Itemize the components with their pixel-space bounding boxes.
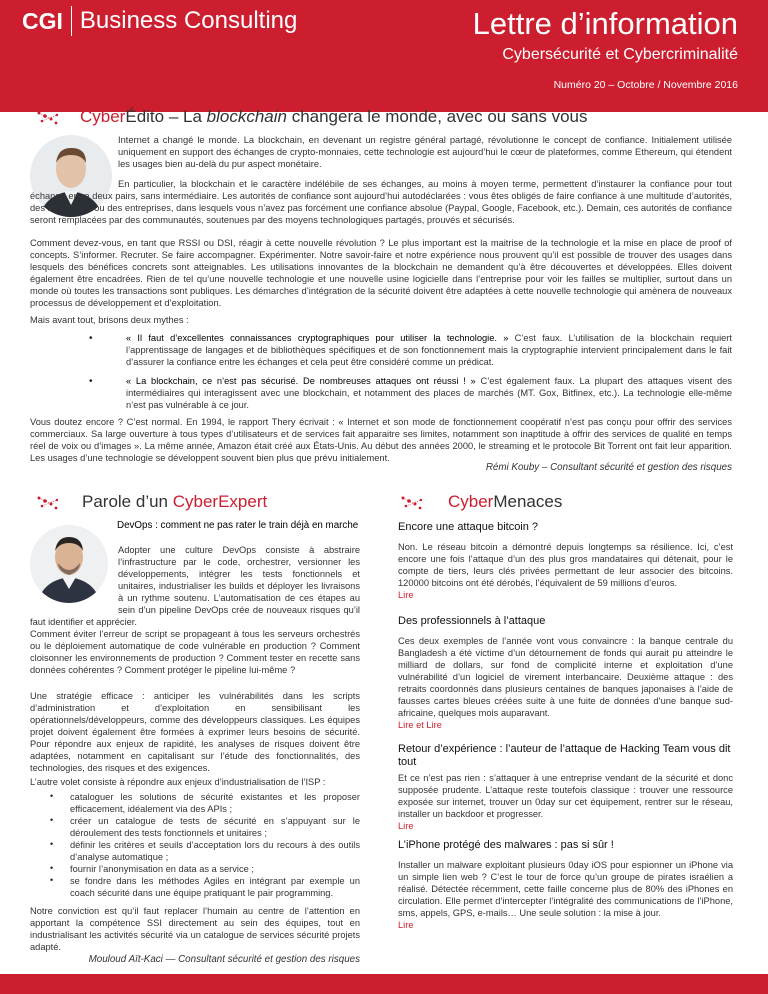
expert-bullet-4: fournir l’anonymisation en data as a service ; [70, 864, 254, 874]
edito-paragraph-5: Vous doutez encore ? C’est normal. En 1994, le rapport Thery écrivait : « Internet et son mode de fonctionnement coopératif n’est pas conçu pour offrir des services commerciaux. Sa large ouverture à tous types d’utilisateurs et de services fait apparaitre ses limites, notamment son inaptitude à offrir des services de qualité en temps réel de voix ou d’images ». La même année, Amazon était créé aux États-Unis. Au début des années 2000, le streaming et le protocole Bit Torrent ont fait leur apparition. Les usages d’une technologie se développent souvent bien plus que prévu initialement. [30, 417, 732, 463]
edito-signature: Rémi Kouby – Consultant sécurité et gestion des risques [485, 462, 732, 473]
expert-paragraph-3: Une stratégie efficace : anticiper les vulnérabilités dans les scripts d’administration et d’exploitation en sensibilisant les opérationnels/développeurs, comme des développeurs classiques. Les équipes projet doivent également être formées à exprimer leurs besoins de sécurité. Pour répondre aux enjeux de rapidité, les analyses de risques doivent être adaptées, notamment en capitalisant sur l’étude des fonctionnalités, des technologies, des risques et des exigences. [30, 691, 360, 773]
newsletter-title: Lettre d’information [472, 6, 738, 41]
newsletter-subtitle: Cybersécurité et Cybercriminalité [502, 46, 738, 63]
network-dots-icon [36, 496, 62, 510]
bullet-dot: • [50, 875, 54, 885]
logo-business-consulting: Business Consulting [79, 7, 298, 34]
bullet-dot: • [50, 863, 54, 873]
issue-number: Numéro 20 – Octobre / Novembre 2016 [553, 79, 738, 91]
menace-2-text: Ces deux exemples de l’année vont vous convaincre : la banque centrale du Bangladesh a été victime d’un détournement de fonds qui aurait pu atteindre le milliard de dollars, sur fond de complicité interne et exploitation d’une vulnérabilité d’un logiciel de virement interbancaire. Deuxième attaque : des retraits coordonnés dans plusieurs centaines de banques japonaises à l’aide de fausses cartes bleues créées suite à une fuite de données d’une banque sud-africaine, quelques mois auparavant. [398, 636, 733, 718]
expert-title: Parole d’un CyberExpert [82, 492, 268, 511]
edito-paragraph-2: En particulier, la blockchain et le caractère indélébile de ses échanges, au moins à moyen terme, permettent d’instaurer la confiance pour tout échange entre deux pairs, sans intermédiaire. Les autorités de confiance sont aujourd’hui autodéclarées : vous êtes obligés de faire confiance à une multitude d’autorités, des institutions ou des entreprises, dans lesquels vous n’avez pas forcément une confiance absolue (Paypal, Google, Facebook, etc.). Demain, ces autorités de confiance seront remplacées par des communautés, soutenues par des moyens technologiques partagés, prouvés et sécurisés. [30, 179, 732, 225]
bullet-dot: • [89, 333, 93, 344]
menaces-title: CyberMenaces [448, 492, 563, 511]
menace-2-title: Des professionnels à l’attaque [398, 615, 546, 627]
footer-bar [0, 974, 768, 994]
expert-subtitle: DevOps : comment ne pas rater le train déjà en marche [117, 520, 359, 531]
expert-bullet-1: cataloguer les solutions de sécurité existantes et les proposer efficacement, idéalement via des APIs ; [70, 792, 360, 814]
expert-bullet-2: créer un catalogue de tests de sécurité en s’appuyant sur le déroulement des tests fonctionnels et unitaires ; [70, 816, 360, 838]
expert-paragraph-5: Notre conviction est qu’il faut replacer l’humain au centre de l’attention en apportant la compétence SSI directement au sein des équipes, tout en industrialisant les activités sécurité via un catalogue de services sécurité projets adapté. [30, 906, 360, 952]
menace-3-text: Et ce n’est pas rien : s’attaquer à une entreprise vendant de la sécurité et donc supposée prudente. L’attaque reste toutefois classique : trouver une ressource exposée sur internet, trouver un 0day sur cet équipement, rentrer sur le réseau, installer un backdoor et progresser. [398, 773, 733, 819]
menace-3-title: Retour d’expérience : l’auteur de l’attaque de Hacking Team vous dit tout [398, 743, 731, 768]
expert-paragraph-4: L’autre volet consiste à répondre aux enjeux d’industrialisation de l’ISP : [30, 777, 326, 787]
expert-paragraph-1: Adopter une culture DevOps consiste à abstraire l’infrastructure par le code, orchestrer, versionner les développements, intégrer les tests fonctionnels et unitaires, industrialiser les builds et déployer les livraisons à un rythme soutenu. L’automatisation de ces étapes au sein d’un pipeline DevOps crée de nouveaux risques qu’il faut identifier et apprécier. [30, 545, 360, 627]
edito-title: CyberÉdito – La blockchain changera le monde, avec ou sans vous [80, 107, 588, 126]
network-dots-icon [400, 496, 426, 510]
bullet-dot: • [50, 839, 54, 849]
menace-3-read-link[interactable]: Lire [398, 821, 414, 831]
bullet-dot: • [50, 791, 54, 801]
menace-4-read-link[interactable]: Lire [398, 920, 414, 930]
logo-separator [71, 6, 72, 36]
myth-1: « Il faut d’excellentes connaissances cryptographiques pour utiliser la technologie. » C’est faux. L’utilisation de la blockchain requiert l’apprentissage de langages et de bibliothèques spécifiques et de son fonctionnement mais la cryptographie intervient principalement dans le fait d’assurer la confiance entre les échanges et cela peut être considéré comme un prédicat. [126, 333, 732, 367]
menace-1-text: Non. Le réseau bitcoin a démontré depuis longtemps sa résilience. Ici, c’est encore une fois l’attaque d’un des plus gros mandataires qui détenait, pour le compte de tiers, leurs clés privées permettant de leur associer des bitcoins. 120000 bitcoins ont été dérobés, l’équivalent de 59 millions d’euros. [398, 542, 733, 588]
header-banner [0, 0, 768, 112]
menace-4-text: Installer un malware exploitant plusieurs 0day iOS pour espionner un iPhone via un simple lien web ? C’est le tour de force qu’un groupe de pirates israélien a réalisé. Détectée récemment, cette faille concerne plus de 80% des iPhones en circulation. Elle permet d’intercepter l’intégralité des communications de l’iPhone, sms, appels, GPS, e-mails… Une seule solution : la mise à jour. [398, 860, 733, 918]
myth-2: « La blockchain, ce n’est pas sécurisé. De nombreuses attaques ont réussi ! » C’est également faux. La plupart des attaques visent des intermédiaires qui interagissent avec une blockchain, et notamment des places de marchés (MT. Gox, Bitfinex, etc.). La technologie elle-même n’est pas vulnérable à ce jour. [126, 376, 732, 410]
menace-4-title: L’iPhone protégé des malwares : pas si sûr ! [398, 839, 614, 851]
bullet-dot: • [89, 376, 93, 387]
bullet-dot: • [50, 815, 54, 825]
menace-1-title: Encore une attaque bitcoin ? [398, 521, 539, 533]
edito-paragraph-4: Mais avant tout, brisons deux mythes : [30, 315, 189, 325]
expert-bullet-5: se fondre dans les méthodes Agiles en intégrant par exemple un coach sécurité dans une équipe pratiquant le pair programming. [70, 876, 360, 898]
logo-cgi-text: CGI [22, 7, 63, 34]
menace-2-read-link[interactable]: Lire et Lire [398, 720, 442, 730]
cgi-logo [22, 6, 297, 36]
expert-bullet-3: définir les critères et seuils d’acceptation lors du recours à des outils d’analyse automatique ; [70, 840, 360, 862]
edito-paragraph-3: Comment devez-vous, en tant que RSSI ou DSI, réagir à cette nouvelle révolution ? Le plus important est la maitrise de la technologie et la mise en place de proof of concepts. S’informer. Recruter. Se faire accompagner. Expérimenter. Notre savoir-faire et notre expérience nous prouvent qu’il est possible de trouver des usages dans lesquels des bénéfices concrets sont atteignables. Les utilisations innovantes de la blockchain ne demandent qu’à être découvertes et développées. Elles doivent également être encadrées. Rien de tel qu’une nouvelle technologie et une nouvelle usine logicielle dans l’entreprise pour voir les failles se multiplier, surtout dans un monde où toutes les transactions sont publiques. Les démarches d’intégration de la sécurité doivent être adaptées à cette nouvelle technologie qui amènera de nouveaux processus de développement et d’exploitation. [30, 238, 732, 308]
expert-signature: Mouloud Aït-Kaci — Consultant sécurité et gestion des risques [88, 954, 360, 965]
edito-paragraph-1: Internet a changé le monde. La blockchain, en devenant un registre général partagé, révolutionne le concept de confiance. Initialement utilisée uniquement en support des échanges de crypto-monnaies, cette technologie est aujourd’hui le cœur de plateformes, comme Ethereum, qui étendent les usages bien au-delà du pur aspect monétaire. [118, 135, 732, 169]
menace-1-read-link[interactable]: Lire [398, 590, 414, 600]
network-dots-icon [36, 111, 62, 125]
expert-paragraph-2: Comment éviter l’erreur de script se propageant à tous les serveurs orchestrés ou le déploiement automatique de code vulnérable en production ? Comment cloisonner les environnements de production ? Comment tester en recette sans données cohérentes ? Comment protéger le pipeline lui-même ? [30, 629, 360, 675]
